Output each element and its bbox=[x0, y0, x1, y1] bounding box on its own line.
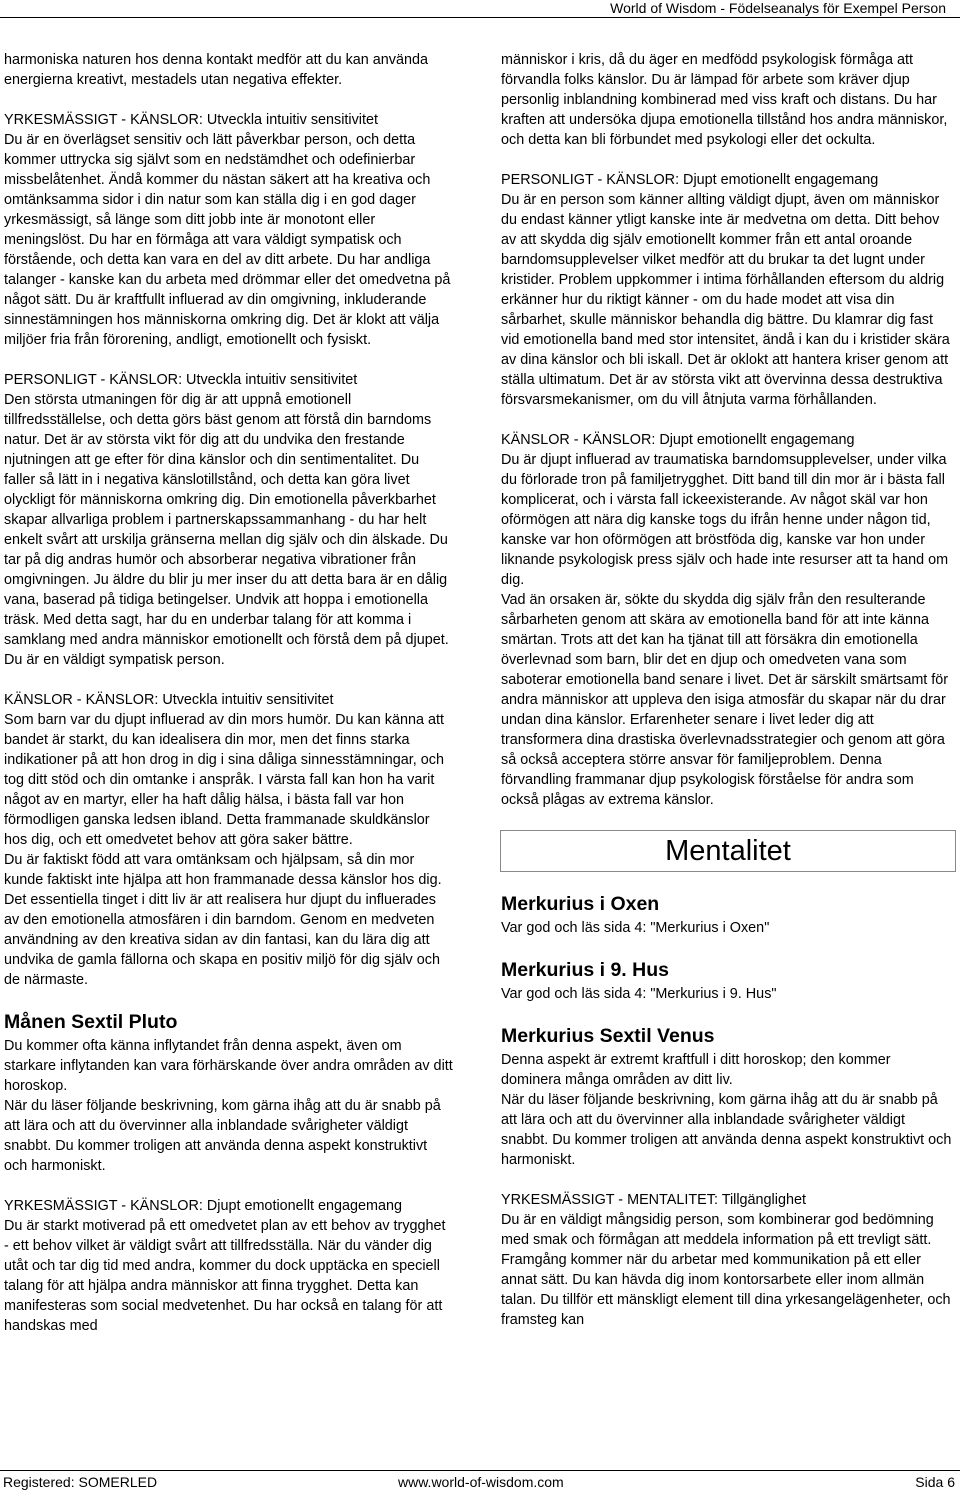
paragraph: Du kommer ofta känna inflytandet från denna aspekt, även om starkare inflytanden kan vara förhärskande över andra områden av ditt horoskop. bbox=[4, 1038, 453, 1094]
section-heading: YRKESMÄSSIGT - KÄNSLOR: Utveckla intuitiv sensitivitet bbox=[4, 112, 379, 128]
aspect-heading-manen-sextil-pluto: Månen Sextil Pluto bbox=[4, 1011, 178, 1033]
aspect-heading-merkurius-oxen: Merkurius i Oxen bbox=[501, 893, 660, 915]
section-personligt-kanslor-engagemang bbox=[501, 170, 954, 410]
section-body: Den största utmaningen för dig är att uppnå emotionell tillfredsställelse, och detta görs bäst genom att förstå din barndoms natur. Det är av största vikt för dig att du undvika den frestande njutningen att ge efter för dina känslor och din sentimentalitet. Du faller så lätt in i negativa känslotillstånd, och detta kan göra livet olyckligt för människorna omkring dig. Din emotionella påverkbarhet skapar allvarliga problem i partnerskapssammanhang - du har helt enkelt svårt att urskilja gränserna mellan dig själv och din älskade. Du tar på dig andras humör och absorberar negativa vibrationer från omgivningen. Ju äldre du blir ju mer inser du att detta bara är en dålig vana, baserad på tidiga betingelser. Undvik att hoppa i emotionella träsk. Med detta sagt, har du en underbar talang för att komma i samklang med andra människor emotionellt och förstå dem på djupet. Du är en väldigt sympatisk person. bbox=[4, 392, 449, 668]
section-heading: PERSONLIGT - KÄNSLOR: Djupt emotionellt engagemang bbox=[501, 172, 879, 188]
footer-divider bbox=[0, 1470, 960, 1471]
paragraph: Denna aspekt är extremt kraftfull i ditt horoskop; den kommer dominera många områden av ditt liv. bbox=[501, 1052, 891, 1088]
section-personligt-kanslor bbox=[4, 370, 454, 670]
section-body: Som barn var du djupt influerad av din mors humör. Du kan känna att bandet är starkt, du kan idealisera din mor, men det finns starka indikationer på att hon drog in dig i sina dåliga sinnesstämningar, och tog ditt stöd och din omtanke i anspråk. I värsta fall kan hon ha varit något av en martyr, eller ha haft dålig hälsa, i bästa fall var hon förmodligen ganska ledsen ibland. Detta frammanade skuldkänslor hos dig, och ett omedvetet behov att göra saker bättre. bbox=[4, 712, 444, 848]
section-body: Du är en överlägset sensitiv och lätt påverkbar person, och detta kommer uttrycka sig självt som en nedstämdhet och odefinierbar missbelåtenhet. Ändå kommer du nästan säkert att ha kreativa och omtänksamma sidor i din natur som kan ställa dig i en god dager yrkesmässigt, så länge som ditt jobb inte är monotont eller meningslöst. Du har en förmåga att vara väldigt sympatisk och förstående, och detta kan vara en del av ditt arbete. Du har andliga talanger - kanske kan du arbeta med drömmar eller det omedvetna på något sätt. Du är kraftfullt influerad av din omgivning, inkluderande sinnestämningen hos människorna omkring dig. Det är klokt att välja miljöer fria från förorening, andligt, emotionellt och fysiskt. bbox=[4, 132, 451, 348]
paragraph: människor i kris, då du äger en medfödd psykologisk förmåga att förvandla folks känslor. Du är lämpad för arbete som kräver djup personlig inblandning kombinerad med viss kraft och distans. Du har kraften att undersöka djupa emotionella tillstånd hos andra människor, och detta kan bli förbundet med psykologi eller det ockulta. bbox=[501, 52, 948, 148]
paragraph: När du läser följande beskrivning, kom gärna ihåg att du är snabb på att lära och att du övervinner alla inblandade svårigheter väldigt snabbt. Du kommer troligen att använda denna aspekt konstruktivt och harmoniskt. bbox=[4, 1098, 441, 1174]
section-kanslor-kanslor-engagemang bbox=[501, 430, 954, 810]
paragraph: Var god och läs sida 4: "Merkurius i 9. Hus" bbox=[501, 986, 777, 1002]
section-body: Du är en person som känner allting väldigt djupt, även om människor du endast känner ytligt kanske inte är medvetna om detta. Ditt behov av att skydda dig själv emotionellt kommer från ett antal oroande barndomsupplevelser vilket medför att du brukar ta det lugnt under kristider. Problem uppkommer i intima förhållanden eftersom du aldrig erkänner hur du riktigt känner - om du hade modet att visa din sårbarhet, skulle människor behandla dig bättre. Du klamrar dig fast vid emotionella band med stor intensitet, ändå i kan du i kristider skära av dina känslor och bli iskall. Det är oklokt att hantera kriser genom att ställa ultimatum. Det är av största vikt att övervinna dessa destruktiva försvarsmekanismer, om du vill åtnjuta varma förhållanden. bbox=[501, 192, 950, 408]
footer-registered: Registered: SOMERLED bbox=[3, 1474, 158, 1490]
section-heading: PERSONLIGT - KÄNSLOR: Utveckla intuitiv sensitivitet bbox=[4, 372, 358, 388]
section-yrkesmassigt-kanslor-engagemang bbox=[4, 1196, 454, 1336]
footer-website: www.world-of-wisdom.com bbox=[398, 1474, 564, 1490]
left-column bbox=[4, 50, 454, 1356]
section-banner-mentalitet: Mentalitet bbox=[500, 830, 956, 872]
page-header bbox=[0, 0, 960, 18]
section-heading: YRKESMÄSSIGT - KÄNSLOR: Djupt emotionellt engagemang bbox=[4, 1198, 403, 1214]
section-body: Du är starkt motiverad på ett omedvetet plan av ett behov av trygghet - ett behov vilket är väldigt svårt att tillfredsställa. När du vänder dig utåt och tar dig tid med andra, kommer du dock upptäcka en speciell talang för att hjälpa andra människor att finna trygghet. Detta kan manifesteras som social medvetenhet. Du har också en talang för att handskas med bbox=[4, 1218, 446, 1334]
section-yrkesmassigt-mentalitet bbox=[501, 1190, 954, 1330]
aspect-heading-merkurius-sextil-venus: Merkurius Sextil Venus bbox=[501, 1025, 715, 1047]
section-body: Du är en väldigt mångsidig person, som kombinerar god bedömning med smak och förmågan att meddela information på ett trevligt sätt. Framgång kommer när du arbetar med kommunikation på ett eller annat sätt. Du kan hävda dig inom kontorsarbete eller inom allmän talan. Du tillför ett mänskligt element till dina yrkesangelägenheter, och framsteg kan bbox=[501, 1212, 951, 1328]
paragraph: harmoniska naturen hos denna kontakt medför att du kan använda energierna kreativt, mestadels utan negativa effekter. bbox=[4, 52, 429, 88]
section-body: Vad än orsaken är, sökte du skydda dig själv från den resulterande sårbarheten genom att skära av emotionella band för att inte känna smärtan. Trots att det kan ha tjänat till att försäkra din emotionella överlevnad som barn, blir det en djup och omedveten vana som saboterar emotionella band senare i livet. Det är särskilt smärtsamt för andra människor att uppleva den isiga atmosfär du skapar när du drar undan dina känslor. Erfarenheter senare i livet leder dig att transformera dina drastiska överlevnadsstrategier och genom att göra så också acceptera större ansvar för familjeproblem. Denna förvandling frammanar djup psykologisk förståelse för andra som också plågas av extrema känslor. bbox=[501, 592, 949, 808]
section-body: Du är faktiskt född att vara omtänksam och hjälpsam, så din mor kunde faktiskt inte hjälpa att hon frammanade dessa känslor hos dig. Det essentiella tinget i ditt liv är att realisera hur djupt du influerades av den emotionella atmosfären i din barndom. Genom en medveten användning av den kreativa sidan av din fantasi, kan du lära dig att undvika de gamla fällorna och skapa en positiv miljö för dig själv och de närmaste. bbox=[4, 852, 442, 988]
section-heading: KÄNSLOR - KÄNSLOR: Djupt emotionellt engagemang bbox=[501, 432, 855, 448]
right-column bbox=[501, 50, 954, 1350]
section-body: Du är djupt influerad av traumatiska barndomsupplevelser, under vilka du förlorade tron på familjetrygghet. Ditt band till din mor är i bästa fall komplicerat, och i värsta fall ickeexisterande. Av något skäl var hon oförmögen att nära dig kanske togs du ifrån henne under någon tid, kanske var hon oförmögen att bröstföda dig, kanske var hon under liknande psykologisk press själv och hade inte resurser att ta hand om dig. bbox=[501, 452, 949, 588]
paragraph: Var god och läs sida 4: "Merkurius i Oxen" bbox=[501, 920, 770, 936]
aspect-heading-merkurius-hus: Merkurius i 9. Hus bbox=[501, 959, 669, 981]
section-heading: KÄNSLOR - KÄNSLOR: Utveckla intuitiv sensitivitet bbox=[4, 692, 334, 708]
paragraph: När du läser följande beskrivning, kom gärna ihåg att du är snabb på att lära och att du övervinner alla inblandade svårigheter väldigt snabbt. Du kommer troligen att använda denna aspekt konstruktivt och harmoniskt. bbox=[501, 1092, 952, 1168]
section-yrkesmassigt-kanslor bbox=[4, 110, 454, 350]
footer-page-number: Sida 6 bbox=[915, 1474, 955, 1490]
section-heading: YRKESMÄSSIGT - MENTALITET: Tillgänglighet bbox=[501, 1192, 806, 1208]
section-kanslor-kanslor bbox=[4, 690, 454, 990]
document-title: World of Wisdom - Födelseanalys för Exempel Person bbox=[610, 0, 946, 16]
